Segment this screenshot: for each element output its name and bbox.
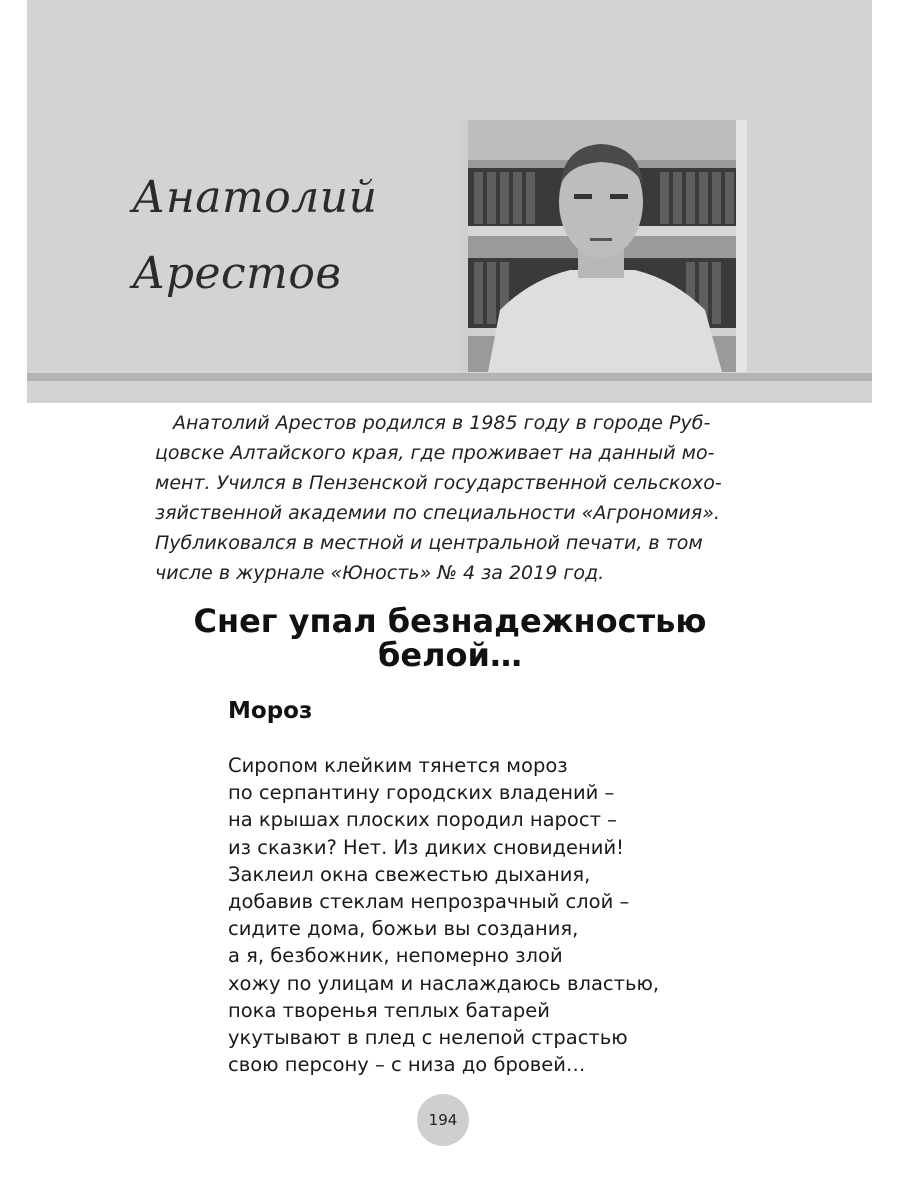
poem-line: добавив стеклам непрозрачный слой – xyxy=(228,890,630,914)
page-number-badge xyxy=(417,1094,469,1146)
bio-line: цовске Алтайского края, где проживает на данный мо- xyxy=(155,442,715,464)
poem-line: по серпантину городских владений – xyxy=(228,781,615,805)
author-name xyxy=(132,160,452,312)
author-portrait-image xyxy=(460,120,747,372)
bio-line: числе в журнале «Юность» № 4 за 2019 год. xyxy=(155,562,605,584)
poem-line: а я, безбожник, непомерно злой xyxy=(228,944,563,968)
section-title xyxy=(150,604,750,672)
poem-body xyxy=(228,752,748,1078)
bio-line: зяйственной академии по специальности «Агрономия». xyxy=(155,502,720,524)
poem-line: Заклеил окна свежестью дыхания, xyxy=(228,862,591,886)
bio-line: Анатолий Арестов родился в 1985 году в городе Руб- xyxy=(173,412,711,434)
poem-line: хожу по улицам и наслаждаюсь властью, xyxy=(228,971,660,995)
poem-line: укутывают в плед с нелепой страстью xyxy=(228,1026,628,1050)
poem-title: Мороз xyxy=(228,698,313,724)
poem-line: свою персону – с низа до бровей… xyxy=(228,1053,586,1077)
section-title-line: Снег упал безнадежностью xyxy=(193,602,707,640)
section-title-line: белой… xyxy=(378,636,522,674)
author-first-name: Анатолий xyxy=(132,172,378,223)
bio-line: Публиковался в местной и центральной печати, в том xyxy=(155,532,703,554)
bio-line: мент. Учился в Пензенской государственной сельскохо- xyxy=(155,472,722,494)
poem-line: на крышах плоских породил нарост – xyxy=(228,808,617,832)
header-divider xyxy=(27,373,872,381)
poem-line: сидите дома, божьи вы создания, xyxy=(228,917,579,941)
poem-line: из сказки? Нет. Из диких сновидений! xyxy=(228,835,624,859)
poem-line: Сиропом клейким тянется мороз xyxy=(228,754,568,777)
poem-line: пока творенья теплых батарей xyxy=(228,998,550,1022)
page-number: 194 xyxy=(428,1111,458,1129)
author-photo xyxy=(460,120,747,372)
author-last-name: Арестов xyxy=(132,248,342,299)
author-bio xyxy=(155,408,747,588)
